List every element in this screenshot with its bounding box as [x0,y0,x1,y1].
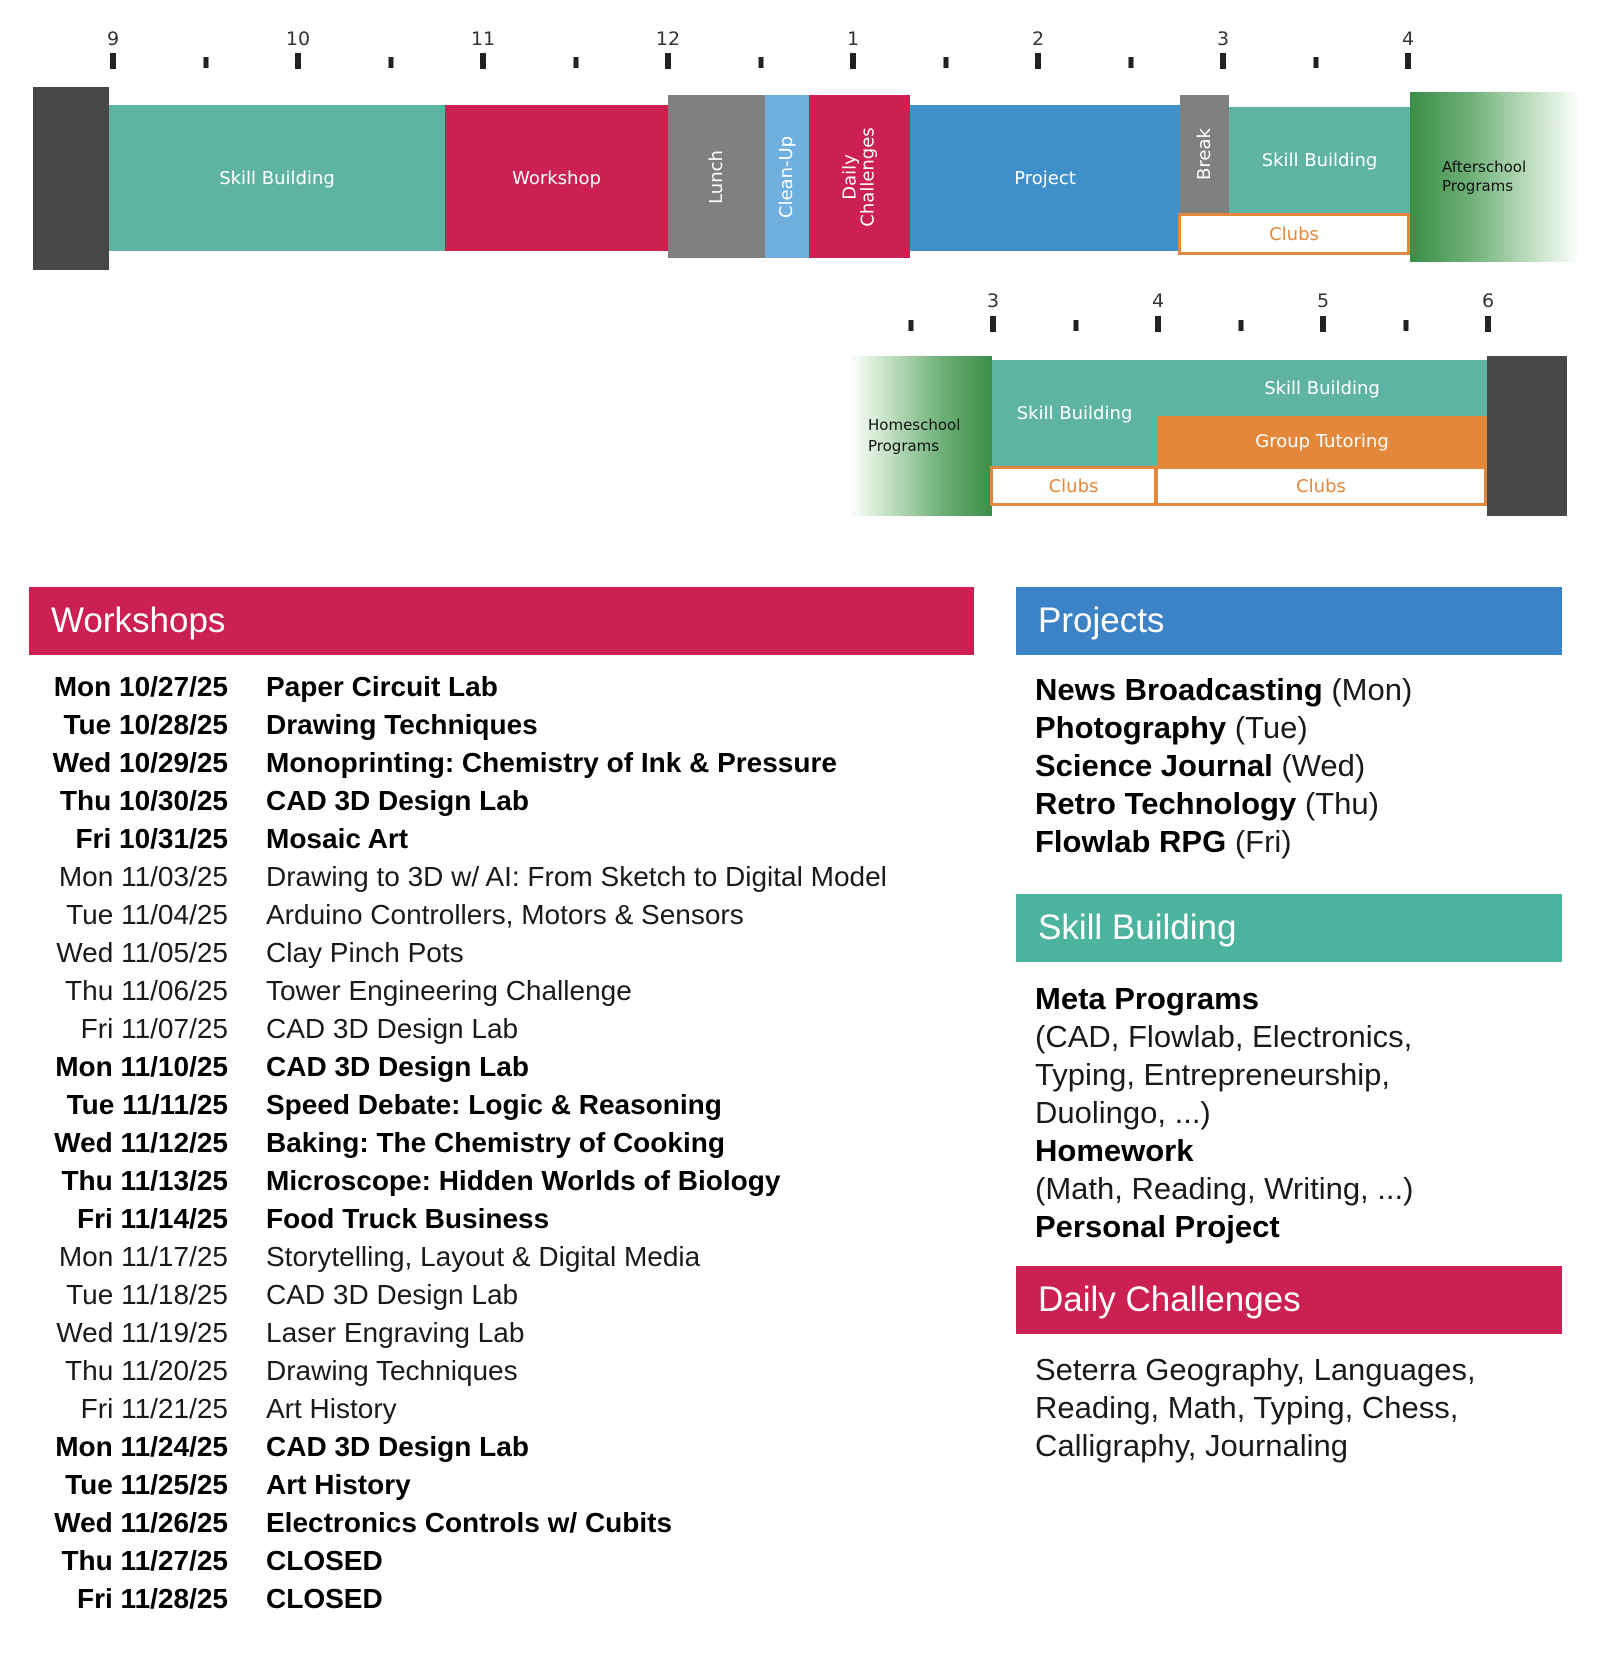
meta-programs-title: Meta Programs [1035,981,1259,1016]
homeschool-programs-label: Homeschool Programs [868,416,961,455]
top-start-cap [33,87,109,270]
hour-label: 3 [986,290,1000,312]
hour-label: 5 [1316,290,1330,312]
workshop-date: Fri 11/28/25 [76,1583,228,1614]
project-day: (Tue) [1234,710,1308,745]
workshop-title: Art History [266,1469,411,1500]
workshop-row [30,744,980,782]
daily-challenges-header [1016,1266,1562,1334]
project-block [910,105,1180,251]
workshop-date: Tue 10/28/25 [63,709,228,740]
hour-label: 4 [1151,290,1165,312]
half-hour-tick [1403,320,1408,331]
workshop-title: CLOSED [266,1583,383,1614]
project-item [1035,823,1555,861]
skill-building-evening-block [1157,360,1487,416]
clubs-homeschool-block [990,466,1157,506]
workshop-row [30,1238,980,1276]
workshop-title: Speed Debate: Logic & Reasoning [266,1089,722,1120]
workshop-row [30,820,980,858]
hour-tick [990,316,996,332]
workshop-title: Storytelling, Layout & Digital Media [266,1241,701,1272]
workshop-row [30,1162,980,1200]
workshop-row [30,1466,980,1504]
hour-label: 10 [285,28,311,50]
project-name: Flowlab RPG [1035,824,1227,859]
workshop-title: Clay Pinch Pots [266,937,464,968]
workshop-title: Laser Engraving Lab [266,1317,525,1348]
clubs-evening-block [1155,466,1487,506]
workshop-date: Mon 11/17/25 [58,1241,228,1272]
workshop-row [30,1010,980,1048]
workshop-block [445,105,668,251]
half-hour-tick [1238,320,1243,331]
workshop-row [30,1504,980,1542]
hour-tick [295,53,301,69]
half-hour-tick [1128,57,1133,68]
hour-tick [665,53,671,69]
projects-list [1035,671,1555,861]
workshop-date: Tue 11/11/25 [66,1089,228,1120]
workshop-date: Fri 10/31/25 [75,823,228,854]
workshop-date: Fri 11/21/25 [80,1393,228,1424]
workshop-title: Arduino Controllers, Motors & Sensors [266,899,744,930]
hour-label: 6 [1481,290,1495,312]
workshop-row [30,782,980,820]
workshop-date: Wed 11/05/25 [56,937,228,968]
workshop-title: Microscope: Hidden Worlds of Biology [266,1165,781,1196]
half-hour-tick [758,57,763,68]
project-item [1035,785,1555,823]
workshop-row [30,1428,980,1466]
hour-tick [1220,53,1226,69]
workshop-row [30,934,980,972]
project-name: Retro Technology [1035,786,1297,821]
workshop-date: Mon 11/24/25 [55,1431,228,1462]
workshop-title: Tower Engineering Challenge [266,975,632,1006]
workshop-date: Thu 11/13/25 [61,1165,228,1196]
skill-building-homeschool-label: Skill Building [1016,402,1133,424]
cleanup-label: Clean-Up [776,135,797,218]
workshops-title: Workshops [51,601,226,640]
half-hour-tick [573,57,578,68]
daily-challenges-block [809,95,910,258]
lunch-label: Lunch [705,149,727,204]
homework-title: Homework [1035,1133,1194,1168]
schedule-timeline [0,0,1600,540]
workshops-list [30,668,980,1618]
workshop-date: Wed 11/12/25 [54,1127,228,1158]
skill-building-label: Skill Building [219,167,335,189]
workshop-date: Thu 11/06/25 [65,975,228,1006]
workshop-title: Food Truck Business [266,1203,550,1234]
lunch-block [668,95,765,258]
workshop-date: Thu 10/30/25 [59,785,228,816]
workshop-date: Thu 11/27/25 [61,1545,228,1576]
workshop-title: Baking: The Chemistry of Cooking [266,1127,725,1158]
workshops-header [29,587,974,655]
workshop-row [30,1314,980,1352]
workshop-title: CAD 3D Design Lab [266,1279,519,1310]
workshop-title: Electronics Controls w/ Cubits [266,1507,673,1538]
workshop-row [30,858,980,896]
hour-tick [1485,316,1491,332]
project-item [1035,709,1555,747]
workshop-title: CAD 3D Design Lab [266,1051,529,1082]
workshop-row [30,896,980,934]
half-hour-tick [943,57,948,68]
workshop-date: Fri 11/07/25 [80,1013,228,1044]
daily-challenges-label: Daily Challenges [839,126,879,227]
project-day: (Thu) [1304,786,1379,821]
clubs-block [1178,213,1410,255]
cleanup-block [765,95,809,258]
projects-title: Projects [1038,601,1165,640]
workshop-title: CLOSED [266,1545,383,1576]
hour-tick [110,53,116,69]
workshop-title: CAD 3D Design Lab [266,1431,529,1462]
workshop-date: Mon 10/27/25 [53,671,228,702]
skill-building-block [109,105,445,251]
project-day: (Mon) [1331,672,1413,707]
hour-label: 3 [1216,28,1230,50]
meta-programs-detail: (CAD, Flowlab, Electronics, Typing, Entrepreneurship, Duolingo, ...) [1035,1019,1413,1130]
bottom-end-cap [1487,356,1567,516]
workshop-title: Drawing Techniques [266,709,538,740]
daily-challenges-title: Daily Challenges [1038,1280,1301,1319]
workshop-title: CAD 3D Design Lab [266,1013,519,1044]
workshop-title: Art History [266,1393,397,1424]
skill-building-content [1035,980,1555,1246]
workshop-title: Mosaic Art [266,823,409,854]
workshop-row [30,706,980,744]
break-block [1180,95,1229,213]
group-tutoring-label: Group Tutoring [1255,430,1389,452]
skill-building-homeschool-block [992,360,1157,466]
skill-building-afternoon-label: Skill Building [1261,149,1378,171]
project-name: Photography [1035,710,1227,745]
hour-tick [1320,316,1326,332]
project-label: Project [1014,167,1076,189]
workshop-row [30,668,980,706]
skill-building-evening-label: Skill Building [1264,377,1380,399]
workshop-date: Thu 11/20/25 [65,1355,228,1386]
half-hour-tick [908,320,913,331]
hour-label: 12 [655,28,681,50]
project-day: (Fri) [1234,824,1292,859]
hour-tick [1405,53,1411,69]
hour-tick [850,53,856,69]
workshop-title: Monoprinting: Chemistry of Ink & Pressure [266,747,837,778]
hour-label: 11 [470,28,496,50]
workshop-date: Mon 11/03/25 [58,861,228,892]
workshop-date: Tue 11/04/25 [66,899,228,930]
hour-tick [480,53,486,69]
workshop-date: Wed 11/26/25 [54,1507,228,1538]
project-item [1035,671,1555,709]
half-hour-tick [388,57,393,68]
workshop-label: Workshop [512,167,601,189]
daily-challenges-text: Seterra Geography, Languages, Reading, Math, Typing, Chess, Calligraphy, Journaling [1035,1352,1476,1463]
workshop-row [30,1086,980,1124]
workshop-row [30,1124,980,1162]
workshop-date: Wed 10/29/25 [52,747,228,778]
workshop-row [30,1276,980,1314]
workshop-row [30,1048,980,1086]
half-hour-tick [203,57,208,68]
group-tutoring-block [1157,416,1487,466]
workshop-date: Tue 11/18/25 [66,1279,228,1310]
clubs-evening-label: Clubs [1296,475,1346,497]
workshop-row [30,1352,980,1390]
workshop-title: Drawing to 3D w/ AI: From Sketch to Digital Model [266,861,887,892]
workshop-date: Mon 11/10/25 [55,1051,228,1082]
project-name: Science Journal [1035,748,1273,783]
workshop-row [30,1200,980,1238]
project-day: (Wed) [1281,748,1366,783]
workshop-row [30,1542,980,1580]
workshop-title: CAD 3D Design Lab [266,785,529,816]
workshop-date: Wed 11/19/25 [56,1317,228,1348]
workshop-title: Drawing Techniques [266,1355,518,1386]
clubs-label: Clubs [1269,223,1319,245]
homeschool-programs-block [850,356,992,516]
projects-header [1016,587,1562,655]
workshop-row [30,1390,980,1428]
personal-project-title: Personal Project [1035,1209,1280,1244]
hour-label: 1 [846,28,860,50]
skill-building-afternoon-block [1229,107,1410,213]
project-name: News Broadcasting [1035,672,1323,707]
hour-tick [1155,316,1161,332]
skill-building-title: Skill Building [1038,908,1237,947]
workshop-row [30,972,980,1010]
hour-label: 9 [106,28,120,50]
half-hour-tick [1313,57,1318,68]
clubs-homeschool-label: Clubs [1048,475,1099,497]
workshop-date: Tue 11/25/25 [65,1469,228,1500]
workshop-row [30,1580,980,1618]
workshop-date: Fri 11/14/25 [76,1203,228,1234]
skill-building-header [1016,894,1562,962]
hour-label: 4 [1401,28,1415,50]
afterschool-programs-label: Afterschool Programs [1442,158,1527,195]
workshop-title: Paper Circuit Lab [266,671,498,702]
half-hour-tick [1073,320,1078,331]
afterschool-programs-block [1410,92,1580,262]
hour-tick [1035,53,1041,69]
break-label: Break [1193,128,1215,180]
homework-detail: (Math, Reading, Writing, ...) [1035,1171,1414,1206]
hour-label: 2 [1031,28,1045,50]
project-item [1035,747,1555,785]
